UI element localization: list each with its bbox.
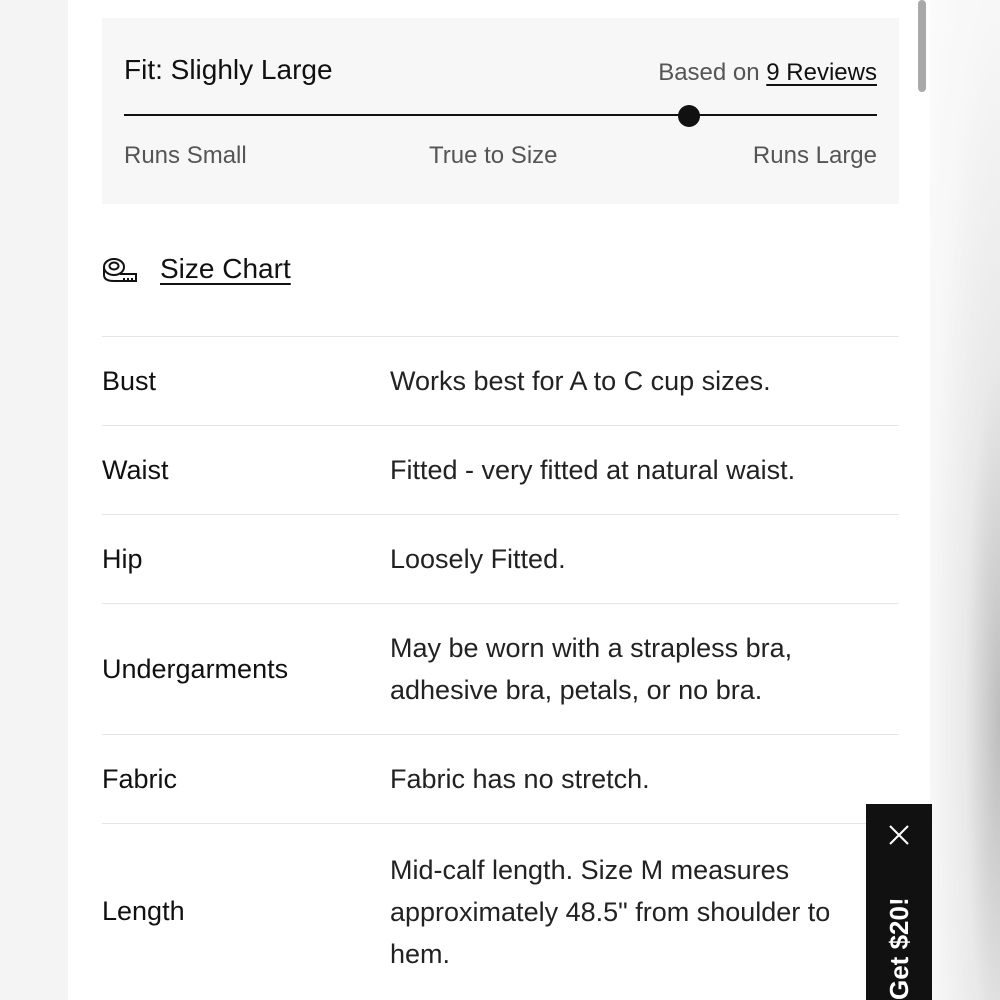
spec-value: Mid-calf length. Size M measures approximately 48.5" from shoulder to hem. (390, 854, 831, 969)
fit-summary (102, 18, 899, 204)
promo-tab[interactable] (866, 804, 932, 1000)
spec-label: Undergarments (102, 653, 289, 684)
size-chart-link[interactable]: Size Chart (160, 253, 291, 284)
scale-label-runs-large: Runs Large (752, 142, 877, 169)
table-row-hip (102, 514, 899, 603)
spec-value: Works best for A to C cup sizes. (390, 366, 771, 396)
table-row-fabric (102, 734, 899, 823)
fit-reviews (658, 59, 877, 87)
fit-details-table (102, 336, 899, 999)
spec-label: Hip (102, 543, 143, 574)
spec-value: May be worn with a strapless bra, adhesive bra, petals, or no bra. (390, 633, 793, 705)
table-row-length (102, 823, 899, 999)
spec-value: Fabric has no stretch. (390, 764, 650, 794)
scale-label-runs-small: Runs Small (124, 142, 247, 169)
spec-label: Length (102, 896, 185, 926)
promo-label[interactable]: Get $20! (884, 897, 914, 1000)
table-row-bust (102, 336, 899, 425)
spec-label: Bust (102, 365, 157, 396)
size-chart-button[interactable] (102, 252, 291, 286)
spec-value: Fitted - very fitted at natural waist. (390, 455, 796, 485)
table-row-undergarments (102, 603, 899, 734)
scrollbar[interactable] (918, 0, 926, 92)
product-details-panel (68, 0, 930, 1000)
fit-scale-track (124, 114, 877, 116)
spec-value: Loosely Fitted. (390, 544, 566, 574)
fit-title: Fit: Slighly Large (124, 54, 333, 85)
spec-label: Waist (102, 454, 169, 485)
fit-scale-indicator (678, 105, 700, 127)
scale-label-true-to-size: True to Size (429, 142, 558, 169)
background-shade (930, 0, 1000, 1000)
spec-label: Fabric (102, 763, 178, 794)
measuring-tape-icon (102, 255, 138, 283)
reviews-link[interactable]: 9 Reviews (766, 59, 877, 86)
table-row-waist (102, 425, 899, 514)
based-on-text: Based on (658, 59, 760, 86)
